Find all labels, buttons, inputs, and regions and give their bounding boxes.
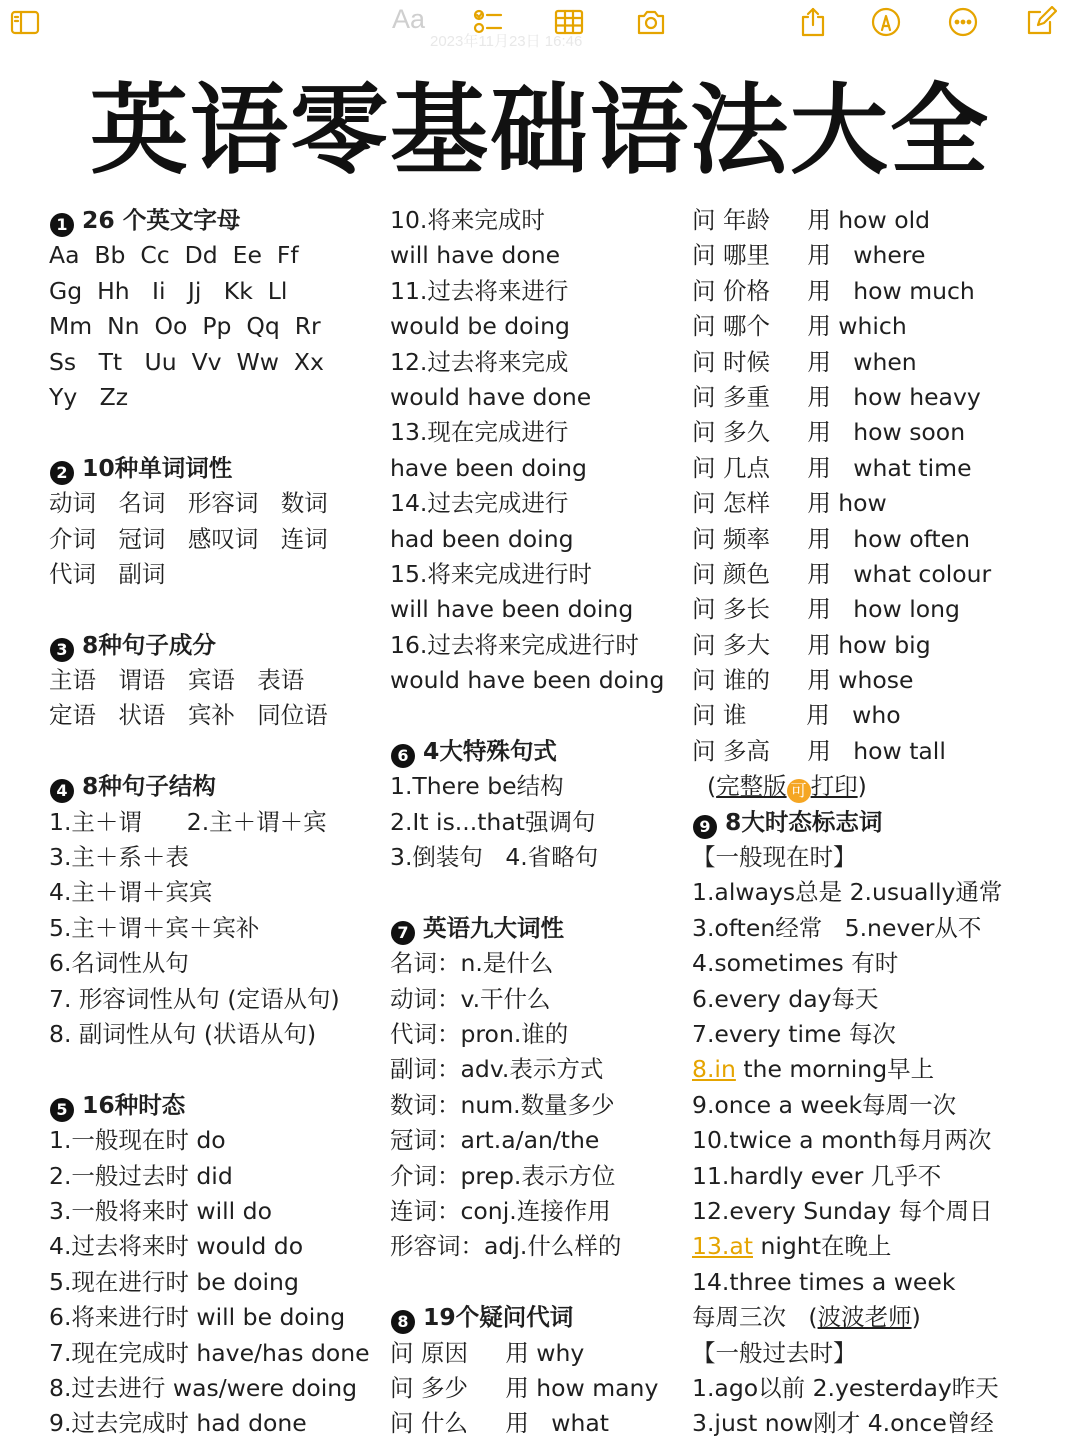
text-line: 问 原因 用 why (390, 1338, 585, 1367)
text-line: 6.名词性从句 (49, 949, 189, 978)
text-line: 8.过去进行 was/were doing (49, 1373, 358, 1402)
text-line: 连词：conj.连接作用 (390, 1196, 611, 1225)
alphabet-line: Mm Nn Oo Pp Qq Rr (49, 312, 321, 341)
text-line: 1.always总是 2.usually通常 (692, 878, 1003, 907)
alphabet-line: Ss Tt Uu Vv Ww Xx (49, 347, 324, 376)
column-3 (692, 203, 1002, 1442)
section-heading: 5 16种时态 (49, 1088, 370, 1123)
text-line: 2.It is...that强调句 (390, 807, 596, 836)
text-line: 主语 谓语 宾语 表语 (49, 666, 305, 695)
text-line: 14.过去完成进行 (390, 489, 569, 518)
text-line: 1.ago以前 2.yesterday昨天 (692, 1373, 999, 1402)
print-link-right[interactable]: 打印 (810, 772, 858, 801)
print-note: (完整版 可 打印) (692, 769, 1002, 804)
text-line: 问 哪里 用 where (692, 241, 926, 270)
text-line: 13.现在完成进行 (390, 418, 569, 447)
teacher-link[interactable]: 波波老师 (817, 1303, 912, 1332)
markup-icon[interactable] (866, 4, 906, 40)
text-line: 定语 状语 宾补 同位语 (49, 701, 328, 730)
text-line: 问 多大 用 how big (692, 630, 931, 659)
text-line: will have done (390, 241, 561, 270)
text-line: 13.at night在晚上 (692, 1232, 892, 1261)
text-line: 问 多久 用 how soon (692, 418, 966, 447)
print-badge: 可 (787, 779, 811, 803)
text-line: 6.将来进行时 will be doing (49, 1303, 346, 1332)
text-line: 问 几点 用 what time (692, 453, 972, 482)
alphabet-line: Aa Bb Cc Dd Ee Ff (49, 241, 299, 270)
text-line: 10.twice a month每月两次 (692, 1126, 992, 1155)
text-line: 问 怎样 用 how (692, 489, 887, 518)
text-line: 副词：adv.表示方式 (390, 1055, 604, 1084)
text-line: 3.倒装句 4.省略句 (390, 843, 599, 872)
text-line: had been doing (390, 524, 574, 553)
text-line: 8. 副词性从句 (状语从句) (49, 1019, 317, 1048)
text-line: 介词：prep.表示方位 (390, 1161, 616, 1190)
section-heading: 2 10种单词词性 (49, 451, 370, 486)
section-heading: 9 8大时态标志词 (692, 805, 1002, 840)
text-line: 问 多长 用 how long (692, 595, 960, 624)
text-line: 问 哪个 用 which (692, 312, 907, 341)
text-line: 问 谁 用 who (692, 701, 901, 730)
text-line: 名词：n.是什么 (390, 949, 554, 978)
text-line: 问 多少 用 how many (390, 1373, 659, 1402)
alphabet-line: Gg Hh Ii Jj Kk Ll (49, 276, 288, 305)
section-heading: 4 8种句子结构 (49, 769, 370, 804)
text-line: 11.hardly ever 几乎不 (692, 1161, 942, 1190)
text-line: 数词：num.数量多少 (390, 1090, 615, 1119)
text-line: 5.现在进行时 be doing (49, 1267, 299, 1296)
text-line: 1.There be结构 (390, 772, 564, 801)
section-heading: 1 26 个英文字母 (49, 203, 370, 238)
text-line: 11.过去将来进行 (390, 276, 569, 305)
toolbar (0, 0, 1080, 50)
sidebar-icon[interactable] (5, 4, 45, 40)
text-line: 7. 形容词性从句 (定语从句) (49, 984, 340, 1013)
text-line: 9.once a week每周一次 (692, 1090, 957, 1119)
text-line: 动词：v.干什么 (390, 984, 551, 1013)
text-line: 14.three times a week (692, 1267, 956, 1296)
font-format-button[interactable]: Aa (392, 4, 426, 34)
camera-icon[interactable] (631, 4, 671, 40)
column-1 (49, 203, 370, 1442)
text-line: 9.过去完成时 had done (49, 1409, 307, 1438)
text-line: 问 多高 用 how tall (692, 736, 946, 765)
text-line: 4.主＋谓＋宾宾 (49, 878, 213, 907)
text-line: 7.现在完成时 have/has done (49, 1338, 370, 1367)
text-line: 6.every day每天 (692, 984, 879, 1013)
text-line: 3.一般将来时 will do (49, 1196, 272, 1225)
page-title: 英语零基础语法大全 (89, 74, 990, 188)
note-date: 2023年11月23日 16:46 (430, 33, 583, 50)
section-heading: 7 英语九大词性 (390, 911, 664, 946)
text-line: 问 多重 用 how heavy (692, 382, 981, 411)
text-line: have been doing (390, 453, 587, 482)
section-heading: 8 19个疑问代词 (390, 1300, 664, 1335)
text-line: 问 谁的 用 whose (692, 666, 914, 695)
text-line: would have been doing (390, 666, 665, 695)
text-line: 1.一般现在时 do (49, 1126, 226, 1155)
text-line: would be doing (390, 312, 570, 341)
text-line: 8.in the morning早上 (692, 1055, 935, 1084)
text-line: 2.一般过去时 did (49, 1161, 233, 1190)
text-line: 3.主＋系＋表 (49, 843, 189, 872)
compose-icon[interactable] (1021, 4, 1061, 40)
text-line: 代词：pron.谁的 (390, 1019, 569, 1048)
text-line: would have done (390, 382, 592, 411)
text-line: 动词 名词 形容词 数词 (49, 489, 328, 518)
text-line: 代词 副词 (49, 559, 166, 588)
text-line: 7.every time 每次 (692, 1019, 896, 1048)
text-line: 问 时候 用 when (692, 347, 917, 376)
subheading: 【一般现在时】 (692, 843, 857, 872)
share-icon[interactable] (793, 4, 833, 40)
text-line: 10.将来完成时 (390, 206, 545, 234)
table-icon[interactable] (549, 4, 589, 40)
text-line: 12.过去将来完成 (390, 347, 569, 376)
text-line: 3.often经常 5.never从不 (692, 913, 982, 942)
checklist-icon[interactable] (468, 4, 508, 40)
detected-link[interactable]: 13.at (692, 1232, 753, 1261)
text-line: 4.sometimes 有时 (692, 949, 899, 978)
text-line: 15.将来完成进行时 (390, 559, 592, 588)
text-line: 介词 冠词 感叹词 连词 (49, 524, 328, 553)
alphabet-line: Yy Zz (49, 382, 129, 411)
subheading: 【一般过去时】 (692, 1338, 857, 1367)
text-line: 12.every Sunday 每个周日 (692, 1196, 993, 1225)
text-line: 冠词：art.a/an/the (390, 1126, 600, 1155)
text-line: 问 频率 用 how often (692, 524, 970, 553)
print-link-left[interactable]: 完整版 (716, 772, 787, 801)
text-line: will have been doing (390, 595, 634, 624)
text-line: 16.过去将来完成进行时 (390, 630, 639, 659)
text-line: 问 颜色 用 what colour (692, 559, 992, 588)
text-line: 每周三次 (波波老师) (692, 1303, 921, 1332)
column-2 (390, 203, 664, 1442)
text-line: 1.主＋谓 2.主＋谓＋宾 (49, 807, 327, 836)
section-heading: 3 8种句子成分 (49, 628, 370, 663)
text-line: 形容词：adj.什么样的 (390, 1232, 622, 1261)
detected-link[interactable]: 8.in (692, 1055, 736, 1084)
text-line: 4.过去将来时 would do (49, 1232, 304, 1261)
text-line: 问 价格 用 how much (692, 276, 975, 305)
text-line: 5.主＋谓＋宾＋宾补 (49, 913, 260, 942)
section-heading: 6 4大特殊句式 (390, 734, 664, 769)
more-icon[interactable] (943, 4, 983, 40)
text-line: 问 什么 用 what (390, 1409, 609, 1438)
text-line: 3.just now刚才 4.once曾经 (692, 1409, 994, 1438)
text-line: 问 年龄 用 how old (692, 206, 931, 234)
